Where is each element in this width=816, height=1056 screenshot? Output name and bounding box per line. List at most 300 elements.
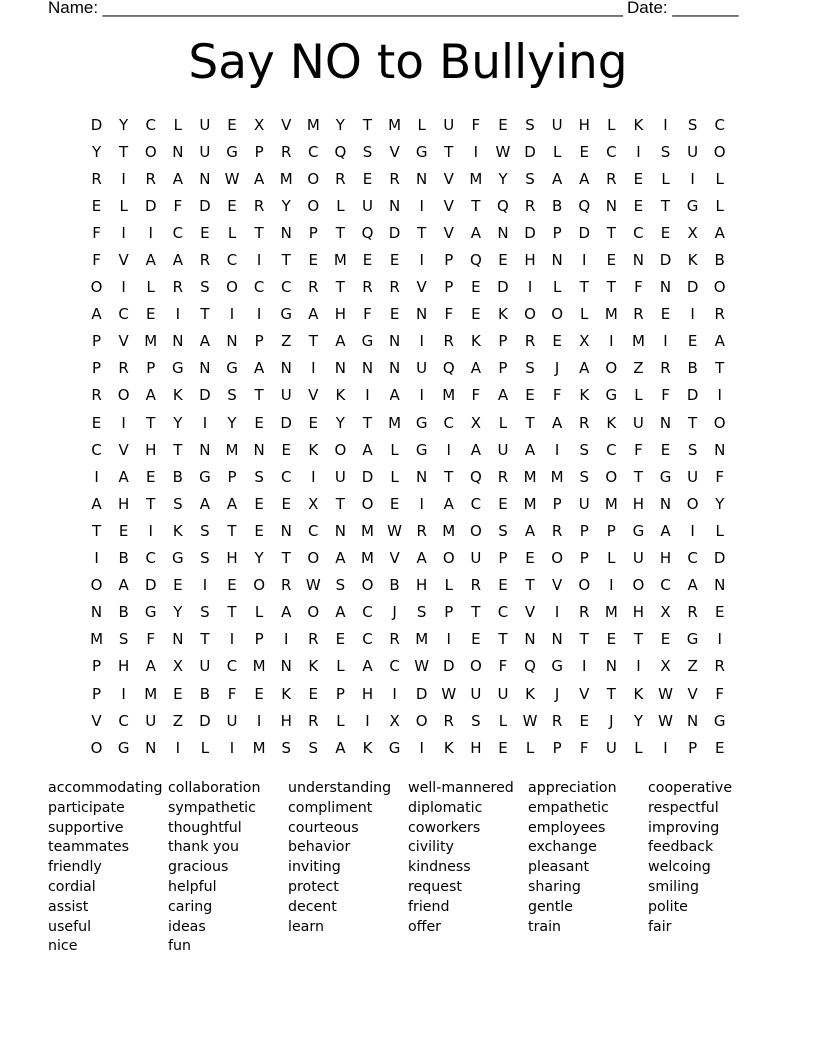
grid-cell: N (659, 413, 672, 432)
grid-cell: F (92, 223, 101, 242)
word-list-item: polite (648, 898, 688, 915)
grid-cell: O (90, 576, 103, 595)
grid-cell: A (253, 169, 265, 188)
grid-cell: T (281, 549, 291, 568)
grid-cell: I (527, 278, 533, 297)
grid-cell: O (469, 657, 482, 676)
grid-cell: I (94, 467, 99, 486)
grid-cell: G (226, 359, 238, 378)
grid-cell: A (118, 467, 129, 486)
grid-cell: G (280, 305, 293, 324)
grid-cell: L (146, 278, 155, 297)
grid-cell: H (416, 576, 428, 595)
grid-cell: S (227, 386, 237, 405)
word-list-item: smiling (648, 878, 700, 895)
grid-cell: R (579, 603, 590, 622)
grid-cell: R (714, 305, 725, 324)
grid-cell: V (91, 711, 102, 730)
grid-cell: Y (91, 142, 102, 161)
grid-cell: E (714, 603, 725, 622)
grid-cell: S (200, 521, 210, 540)
grid-cell: S (579, 440, 589, 459)
grid-cell: U (334, 467, 346, 486)
grid-cell: N (199, 440, 211, 459)
word-list-item: protect (288, 878, 339, 895)
grid-cell: D (199, 711, 211, 730)
grid-cell: E (227, 196, 237, 215)
grid-cell: Y (335, 413, 345, 432)
grid-cell: E (227, 576, 237, 595)
grid-cell: A (145, 657, 156, 676)
grid-cell: I (473, 142, 479, 161)
grid-cell: L (634, 738, 643, 757)
grid-cell: N (172, 630, 184, 649)
grid-cell: Z (281, 332, 292, 351)
grid-cell: O (307, 169, 320, 188)
grid-cell: P (498, 359, 508, 378)
grid-cell: T (471, 603, 481, 622)
grid-cell: E (498, 738, 508, 757)
grid-cell: H (578, 115, 590, 134)
grid-cell: E (606, 630, 617, 649)
grid-cell: U (687, 467, 699, 486)
grid-cell: D (578, 223, 591, 242)
grid-cell: G (172, 549, 184, 568)
grid-cell: P (579, 549, 589, 568)
grid-cell: K (335, 386, 346, 405)
grid-cell: A (362, 440, 373, 459)
grid-cell: W (305, 576, 321, 595)
grid-cell: S (498, 521, 508, 540)
grid-cell: E (660, 440, 671, 459)
grid-cell: E (471, 630, 481, 649)
grid-cell: S (525, 115, 535, 134)
grid-cell: L (715, 521, 724, 540)
grid-cell: I (392, 684, 397, 703)
grid-cell: M (523, 494, 537, 513)
grid-cell: N (280, 359, 292, 378)
grid-cell: A (253, 359, 265, 378)
grid-cell: R (551, 711, 563, 730)
grid-cell: D (524, 142, 536, 161)
grid-cell: F (715, 684, 725, 703)
grid-cell: A (335, 549, 346, 568)
grid-cell: W (658, 711, 673, 730)
grid-cell: C (145, 115, 156, 134)
grid-cell: R (660, 359, 671, 378)
grid-cell: H (280, 711, 292, 730)
grid-cell: C (660, 576, 671, 595)
grid-cell: L (390, 440, 399, 459)
word-list-item: offer (408, 918, 442, 935)
grid-cell: M (604, 603, 618, 622)
grid-cell: T (579, 278, 589, 297)
grid-cell: M (523, 467, 537, 486)
word-list-item: participate (48, 799, 125, 816)
grid-cell: B (714, 251, 725, 270)
grid-cell: T (471, 196, 481, 215)
grid-cell: M (361, 521, 374, 540)
grid-cell: T (281, 251, 291, 270)
grid-cell: U (632, 413, 644, 432)
grid-cell: E (579, 711, 589, 730)
name-field: Name: _______________________________________________________ (48, 0, 623, 17)
grid-cell: G (632, 521, 645, 540)
grid-cell: T (200, 630, 210, 649)
grid-cell: V (281, 115, 292, 134)
grid-cell: D (524, 223, 536, 242)
grid-cell: S (362, 142, 373, 161)
grid-cell: T (335, 223, 345, 242)
grid-cell: I (419, 332, 424, 351)
grid-cell: L (661, 169, 670, 188)
grid-cell: E (525, 386, 535, 405)
grid-cell: C (145, 549, 156, 568)
grid-cell: D (442, 657, 455, 676)
grid-cell: F (227, 684, 237, 703)
grid-cell: L (552, 142, 562, 161)
grid-cell: Y (119, 115, 129, 134)
grid-cell: N (605, 196, 617, 215)
grid-cell: L (336, 196, 345, 215)
grid-cell: Y (254, 549, 264, 568)
grid-cell: K (281, 684, 292, 703)
grid-cell: G (713, 711, 726, 730)
grid-cell: M (90, 630, 104, 649)
grid-cell: O (307, 196, 320, 215)
word-list-item: cordial (48, 878, 96, 895)
grid-cell: R (389, 630, 400, 649)
grid-cell: M (415, 630, 429, 649)
grid-cell: E (362, 251, 373, 270)
grid-cell: F (471, 115, 481, 134)
grid-cell: C (389, 657, 400, 676)
grid-cell: Y (498, 169, 508, 188)
grid-cell: A (714, 332, 725, 351)
grid-cell: U (497, 684, 509, 703)
grid-cell: G (361, 332, 374, 351)
word-list (48, 779, 768, 957)
grid-cell: P (254, 630, 264, 649)
grid-cell: E (498, 251, 508, 270)
grid-cell: T (254, 223, 264, 242)
grid-cell: R (253, 196, 265, 215)
grid-cell: O (605, 359, 618, 378)
grid-cell: O (713, 413, 726, 432)
grid-cell: P (308, 223, 318, 242)
grid-cell: L (417, 115, 426, 134)
grid-cell: D (199, 196, 211, 215)
grid-cell: C (308, 142, 319, 161)
word-list-item: request (408, 878, 462, 895)
grid-cell: S (687, 440, 698, 459)
grid-cell: I (419, 386, 424, 405)
grid-cell: P (92, 359, 102, 378)
grid-cell: A (172, 169, 183, 188)
grid-cell: J (392, 603, 397, 622)
grid-cell: U (199, 657, 211, 676)
grid-cell: T (308, 332, 318, 351)
grid-cell: B (172, 467, 183, 486)
grid-cell: E (687, 332, 698, 351)
word-list-item (528, 937, 648, 957)
grid-cell: D (144, 576, 157, 595)
grid-cell: I (121, 223, 126, 242)
grid-cell: S (118, 630, 129, 649)
grid-cell: U (551, 115, 563, 134)
grid-cell: Q (361, 223, 374, 242)
grid-cell: L (607, 115, 616, 134)
grid-cell: A (443, 494, 454, 513)
grid-cell: M (388, 115, 402, 134)
grid-cell: G (415, 142, 428, 161)
grid-cell: V (118, 440, 129, 459)
grid-cell: R (389, 169, 400, 188)
grid-cell: P (688, 738, 698, 757)
grid-cell: E (714, 738, 725, 757)
grid-cell: K (172, 521, 183, 540)
grid-cell: I (365, 711, 370, 730)
grid-cell: S (416, 603, 427, 622)
grid-cell: W (522, 711, 538, 730)
grid-cell: X (253, 115, 265, 134)
grid-cell: E (281, 494, 291, 513)
grid-cell: R (145, 169, 156, 188)
grid-cell: P (227, 467, 237, 486)
grid-cell: A (579, 359, 590, 378)
grid-cell: I (202, 576, 208, 595)
word-list-item: learn (288, 918, 324, 935)
grid-cell: T (444, 467, 454, 486)
grid-cell: O (442, 549, 455, 568)
grid-cell: I (175, 738, 181, 757)
grid-cell: D (686, 386, 699, 405)
grid-cell: G (199, 467, 211, 486)
grid-cell: Y (173, 413, 183, 432)
word-list-item: useful (48, 918, 92, 935)
grid-cell: O (144, 142, 157, 161)
grid-cell: A (118, 576, 129, 595)
word-list-item (408, 937, 528, 957)
grid-cell: R (389, 278, 400, 297)
grid-cell: N (388, 196, 401, 215)
grid-cell: Z (633, 359, 644, 378)
grid-cell: I (446, 440, 451, 459)
grid-cell: E (660, 223, 671, 242)
grid-cell: C (308, 521, 319, 540)
grid-cell: R (524, 332, 536, 351)
grid-cell: N (280, 657, 292, 676)
grid-cell: E (552, 332, 562, 351)
grid-cell: D (361, 467, 374, 486)
grid-cell: U (199, 115, 211, 134)
grid-cell: R (687, 603, 698, 622)
grid-cell: A (552, 169, 563, 188)
grid-cell: X (308, 494, 319, 513)
grid-cell: A (335, 332, 346, 351)
grid-cell: U (632, 549, 644, 568)
grid-cell: P (552, 738, 562, 757)
grid-cell: N (659, 494, 672, 513)
grid-cell: R (118, 359, 129, 378)
grid-cell: T (498, 630, 508, 649)
grid-cell: D (90, 115, 103, 134)
grid-cell: S (471, 711, 481, 730)
grid-cell: F (92, 251, 101, 270)
grid-cell: R (91, 169, 102, 188)
grid-cell: K (362, 738, 373, 757)
grid-cell: M (252, 738, 266, 757)
grid-cell: U (578, 494, 590, 513)
grid-cell: M (550, 467, 564, 486)
grid-cell: T (146, 413, 156, 432)
date-field: Date: _______ (627, 0, 739, 17)
grid-cell: L (444, 576, 453, 595)
grid-cell: I (663, 115, 668, 134)
grid-cell: D (659, 251, 672, 270)
grid-cell: E (173, 576, 183, 595)
grid-cell: E (335, 630, 346, 649)
grid-cell: T (633, 630, 643, 649)
grid-cell: A (145, 251, 156, 270)
grid-cell: X (687, 223, 698, 242)
grid-cell: L (227, 223, 237, 242)
grid-cell: I (690, 521, 695, 540)
word-list-item: coworkers (408, 819, 481, 836)
word-list-item: inviting (288, 859, 341, 876)
grid-cell: C (118, 711, 129, 730)
grid-cell: O (524, 305, 536, 324)
grid-cell: N (388, 332, 401, 351)
grid-cell: R (308, 630, 319, 649)
grid-cell: L (119, 196, 128, 215)
grid-cell: X (660, 657, 671, 676)
grid-cell: M (631, 332, 645, 351)
grid-cell: G (415, 413, 428, 432)
word-list-item: fair (648, 918, 672, 935)
grid-cell: F (498, 657, 508, 676)
grid-cell: I (202, 413, 208, 432)
grid-cell: R (335, 169, 346, 188)
grid-cell: S (308, 738, 319, 757)
grid-cell: L (254, 603, 264, 622)
grid-cell: E (254, 684, 264, 703)
grid-cell: P (92, 684, 102, 703)
word-list-item: kindness (408, 859, 471, 876)
grid-cell: V (524, 603, 536, 622)
grid-cell: A (91, 305, 102, 324)
word-list-item (288, 937, 408, 957)
grid-cell: G (605, 386, 618, 405)
grid-cell: I (582, 657, 587, 676)
grid-cell: F (146, 630, 156, 649)
grid-cell: N (714, 576, 726, 595)
grid-cell: L (634, 386, 643, 405)
grid-cell: E (660, 305, 671, 324)
grid-cell: E (254, 521, 264, 540)
grid-cell: T (606, 223, 616, 242)
word-list-item: empathetic (528, 799, 609, 816)
grid-cell: E (389, 494, 400, 513)
grid-cell: O (226, 278, 238, 297)
grid-cell: U (443, 115, 455, 134)
grid-cell: E (200, 223, 210, 242)
grid-cell: A (579, 169, 590, 188)
grid-cell: I (121, 684, 126, 703)
grid-cell: K (525, 684, 535, 703)
grid-cell: I (311, 359, 316, 378)
grid-cell: I (229, 738, 235, 757)
grid-cell: Y (335, 115, 345, 134)
grid-cell: O (361, 576, 374, 595)
grid-cell: N (551, 630, 563, 649)
grid-cell: A (172, 251, 183, 270)
grid-cell: N (632, 251, 645, 270)
grid-cell: U (226, 711, 238, 730)
grid-cell: N (334, 521, 346, 540)
grid-cell: T (200, 305, 210, 324)
grid-cell: X (172, 657, 183, 676)
word-list-item: fun (168, 938, 191, 955)
grid-cell: A (362, 657, 373, 676)
grid-cell: U (497, 440, 509, 459)
grid-cell: F (579, 738, 589, 757)
grid-cell: P (498, 332, 508, 351)
grid-cell: E (145, 305, 156, 324)
grid-cell: L (715, 169, 724, 188)
grid-cell: M (279, 169, 293, 188)
grid-cell: U (199, 142, 211, 161)
grid-cell: P (335, 684, 345, 703)
grid-cell: O (578, 576, 591, 595)
grid-cell: D (497, 278, 509, 297)
grid-cell: F (471, 386, 481, 405)
grid-cell: S (173, 494, 183, 513)
grid-cell: U (470, 549, 482, 568)
grid-cell: K (443, 738, 454, 757)
grid-cell: K (606, 413, 617, 432)
grid-cell: H (632, 603, 645, 622)
grid-cell: R (308, 278, 319, 297)
grid-cell: O (713, 278, 726, 297)
word-list-item: employees (528, 819, 606, 836)
grid-cell: O (469, 521, 482, 540)
grid-cell: T (173, 440, 183, 459)
word-list-item: diplomatic (408, 799, 483, 816)
grid-cell: H (361, 684, 374, 703)
grid-cell: B (118, 603, 129, 622)
grid-cell: Y (715, 494, 725, 513)
grid-cell: F (634, 278, 643, 297)
grid-cell: I (419, 251, 424, 270)
grid-cell: S (525, 359, 535, 378)
grid-cell: M (442, 386, 456, 405)
grid-cell: E (498, 576, 508, 595)
grid-cell: I (229, 630, 235, 649)
grid-cell: T (579, 630, 589, 649)
grid-cell: P (254, 142, 264, 161)
word-list-item: friend (408, 898, 450, 915)
word-list-item (648, 937, 768, 957)
grid-cell: P (552, 223, 562, 242)
grid-cell: I (663, 332, 668, 351)
grid-cell: N (172, 332, 184, 351)
grid-cell: C (91, 440, 102, 459)
grid-cell: R (497, 467, 509, 486)
grid-cell: Q (442, 359, 455, 378)
grid-cell: C (226, 657, 238, 676)
word-list-item: pleasant (528, 859, 590, 876)
